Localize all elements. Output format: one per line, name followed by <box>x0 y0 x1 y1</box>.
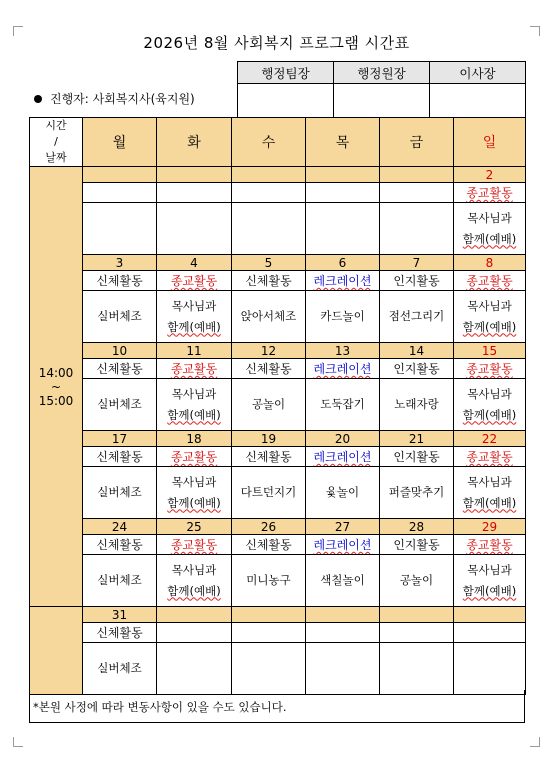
program-text: 함께(예배) <box>167 495 221 510</box>
program-text: 카드놀이 <box>320 309 365 323</box>
time-range-cell <box>30 167 83 607</box>
activity-cell-thu <box>306 359 380 379</box>
activity-cell-sun <box>454 359 526 379</box>
time-separator: ~ <box>50 379 62 394</box>
program-text: 미니농구 <box>246 573 291 587</box>
crop-mark-bottom-left <box>13 737 23 747</box>
activity-label: 신체활동 <box>245 274 292 288</box>
date-cell-mon: 31 <box>83 607 157 623</box>
presenter-line <box>34 90 195 107</box>
program-cell-fri <box>380 643 454 695</box>
program-cell-mon <box>83 643 157 695</box>
program-cell-wed <box>232 291 306 343</box>
program-text: 목사님과 <box>171 562 217 577</box>
program-cell-tue <box>157 291 232 343</box>
activity-cell-mon <box>83 623 157 643</box>
program-text: 공놀이 <box>251 397 286 411</box>
program-text: 목사님과 <box>171 298 217 313</box>
date-cell-sun <box>454 607 526 623</box>
program-cell-sun <box>454 643 526 695</box>
program-cell-sun <box>454 291 526 343</box>
activity-label: 신체활동 <box>96 362 143 376</box>
program-cell-mon <box>83 379 157 431</box>
program-cell-fri <box>380 379 454 431</box>
activity-label: 신체활동 <box>96 450 143 464</box>
activity-cell-sun <box>454 623 526 643</box>
day-header-thu: 목 <box>306 118 380 167</box>
date-cell-wed: 5 <box>232 255 306 271</box>
day-header-tue: 화 <box>157 118 232 167</box>
program-text: 목사님과 <box>171 386 217 401</box>
approval-table <box>237 61 526 118</box>
activity-label: 신체활동 <box>245 362 292 376</box>
activity-cell-sun <box>454 271 526 291</box>
date-cell-fri <box>380 607 454 623</box>
activity-cell-fri <box>380 535 454 555</box>
program-cell-thu <box>306 379 380 431</box>
date-cell-fri: 14 <box>380 343 454 359</box>
program-text: 점선그리기 <box>388 309 445 323</box>
date-cell-tue <box>157 607 232 623</box>
activity-cell-fri <box>380 271 454 291</box>
time-end: 15:00 <box>38 393 74 408</box>
date-cell-mon: 17 <box>83 431 157 447</box>
program-cell-wed <box>232 203 306 255</box>
program-cell-tue <box>157 643 232 695</box>
date-cell-thu: 20 <box>306 431 380 447</box>
crop-mark-bottom-right <box>530 737 540 747</box>
presenter-text: 진행자: 사회복지사(육지원) <box>50 92 195 106</box>
activity-cell-wed <box>232 447 306 467</box>
activity-cell-fri <box>380 447 454 467</box>
program-cell-wed <box>232 643 306 695</box>
program-cell-wed <box>232 467 306 519</box>
program-cell-tue <box>157 379 232 431</box>
program-cell-sun <box>454 203 526 255</box>
activity-cell-tue <box>157 271 232 291</box>
activity-label: 레크레이션 <box>313 538 372 552</box>
activity-cell-mon <box>83 535 157 555</box>
activity-label: 종교활동 <box>466 186 513 200</box>
activity-label: 신체활동 <box>96 626 143 640</box>
activity-cell-sun <box>454 535 526 555</box>
schedule-table <box>29 117 526 695</box>
activity-label: 종교활동 <box>466 450 513 464</box>
approval-label-chairman: 이사장 <box>430 62 526 84</box>
activity-label: 레크레이션 <box>313 450 372 464</box>
program-text: 노래자랑 <box>394 397 439 411</box>
signature-box-director[interactable] <box>334 84 430 118</box>
activity-cell-fri <box>380 359 454 379</box>
program-cell-tue <box>157 555 232 607</box>
program-text: 실버체조 <box>97 573 142 587</box>
program-text: 함께(예배) <box>462 407 517 422</box>
activity-cell-tue <box>157 535 232 555</box>
notice-text: *본원 사정에 따라 변동사항이 있을 수도 있습니다. <box>29 690 525 723</box>
activity-cell-tue <box>157 447 232 467</box>
program-cell-tue <box>157 203 232 255</box>
activity-cell-wed <box>232 359 306 379</box>
date-cell-thu: 6 <box>306 255 380 271</box>
date-cell-sun: 2 <box>454 167 526 183</box>
program-text: 목사님과 <box>171 474 217 489</box>
activity-cell-thu <box>306 623 380 643</box>
date-cell-wed: 19 <box>232 431 306 447</box>
program-cell-thu <box>306 555 380 607</box>
program-text: 목사님과 <box>467 386 512 401</box>
date-cell-tue <box>157 167 232 183</box>
activity-cell-fri <box>380 183 454 203</box>
program-text: 공놀이 <box>399 573 434 587</box>
program-text: 퍼즐맞추기 <box>388 485 445 499</box>
program-cell-tue <box>157 467 232 519</box>
activity-label: 종교활동 <box>466 362 513 376</box>
program-cell-mon <box>83 291 157 343</box>
program-cell-fri <box>380 203 454 255</box>
date-cell-tue: 18 <box>157 431 232 447</box>
activity-label: 인지활동 <box>393 274 440 288</box>
activity-cell-wed <box>232 623 306 643</box>
activity-cell-tue <box>157 623 232 643</box>
signature-box-team-lead[interactable] <box>238 84 334 118</box>
program-text: 윷놀이 <box>325 485 360 499</box>
program-cell-sun <box>454 555 526 607</box>
activity-label: 종교활동 <box>466 538 513 552</box>
program-cell-mon <box>83 467 157 519</box>
program-text: 함께(예배) <box>462 231 517 246</box>
date-cell-tue: 4 <box>157 255 232 271</box>
date-cell-wed: 26 <box>232 519 306 535</box>
program-cell-fri <box>380 555 454 607</box>
activity-label: 종교활동 <box>170 538 218 552</box>
program-text: 도둑잡기 <box>320 397 365 411</box>
document-title: 2026년 8월 사회복지 프로그램 시간표 <box>143 34 410 52</box>
activity-cell-mon <box>83 359 157 379</box>
activity-cell-mon <box>83 271 157 291</box>
date-cell-tue: 11 <box>157 343 232 359</box>
program-text: 목사님과 <box>467 210 512 225</box>
program-text: 앉아서체조 <box>240 309 297 323</box>
program-cell-fri <box>380 291 454 343</box>
program-text: 다트던지기 <box>240 485 297 499</box>
date-cell-mon: 10 <box>83 343 157 359</box>
program-cell-wed <box>232 555 306 607</box>
signature-box-chairman[interactable] <box>430 84 526 118</box>
time-date-header: 시간 / 날짜 <box>30 118 83 167</box>
activity-cell-mon <box>83 447 157 467</box>
date-cell-wed <box>232 167 306 183</box>
program-text: 실버체조 <box>97 485 142 499</box>
program-text: 목사님과 <box>467 298 512 313</box>
program-cell-thu <box>306 643 380 695</box>
program-cell-mon <box>83 203 157 255</box>
program-text: 함께(예배) <box>167 583 221 598</box>
date-cell-thu: 27 <box>306 519 380 535</box>
activity-label: 신체활동 <box>96 538 143 552</box>
day-header-sun: 일 <box>454 118 526 167</box>
program-text: 함께(예배) <box>167 319 221 334</box>
program-cell-sun <box>454 379 526 431</box>
approval-label-director: 행정원장 <box>334 62 430 84</box>
program-cell-sun <box>454 467 526 519</box>
program-text: 실버체조 <box>97 397 142 411</box>
date-cell-mon: 24 <box>83 519 157 535</box>
activity-label: 레크레이션 <box>313 362 372 376</box>
activity-cell-wed <box>232 183 306 203</box>
date-cell-sun: 29 <box>454 519 526 535</box>
date-cell-fri: 28 <box>380 519 454 535</box>
activity-label: 신체활동 <box>96 274 143 288</box>
activity-cell-fri <box>380 623 454 643</box>
date-cell-tue: 25 <box>157 519 232 535</box>
program-text: 함께(예배) <box>462 319 517 334</box>
activity-cell-sun <box>454 447 526 467</box>
date-cell-fri: 7 <box>380 255 454 271</box>
activity-label: 신체활동 <box>245 450 292 464</box>
program-cell-fri <box>380 467 454 519</box>
activity-cell-thu <box>306 447 380 467</box>
bullet-icon <box>34 95 42 103</box>
day-header-wed: 수 <box>232 118 306 167</box>
activity-cell-wed <box>232 535 306 555</box>
program-text: 색칠놀이 <box>320 573 365 587</box>
program-text: 실버체조 <box>97 309 142 323</box>
activity-label: 종교활동 <box>170 362 218 376</box>
date-cell-thu <box>306 167 380 183</box>
activity-label: 종교활동 <box>170 274 218 288</box>
date-cell-fri: 21 <box>380 431 454 447</box>
activity-cell-wed <box>232 271 306 291</box>
activity-label: 인지활동 <box>393 538 440 552</box>
activity-cell-thu <box>306 535 380 555</box>
date-cell-sun: 22 <box>454 431 526 447</box>
activity-cell-tue <box>157 183 232 203</box>
activity-label: 종교활동 <box>170 450 218 464</box>
program-cell-mon <box>83 555 157 607</box>
date-cell-wed <box>232 607 306 623</box>
activity-cell-tue <box>157 359 232 379</box>
program-text: 함께(예배) <box>167 407 221 422</box>
date-cell-mon <box>83 167 157 183</box>
approval-label-team-lead: 행정팀장 <box>238 62 334 84</box>
activity-cell-thu <box>306 271 380 291</box>
activity-label: 인지활동 <box>393 362 440 376</box>
date-cell-mon: 3 <box>83 255 157 271</box>
activity-label: 신체활동 <box>245 538 292 552</box>
date-cell-thu <box>306 607 380 623</box>
activity-label: 인지활동 <box>393 450 440 464</box>
date-cell-sun: 8 <box>454 255 526 271</box>
program-cell-thu <box>306 467 380 519</box>
activity-label: 종교활동 <box>466 274 513 288</box>
program-cell-wed <box>232 379 306 431</box>
date-cell-fri <box>380 167 454 183</box>
date-cell-thu: 13 <box>306 343 380 359</box>
date-cell-sun: 15 <box>454 343 526 359</box>
program-cell-thu <box>306 203 380 255</box>
program-text: 목사님과 <box>467 474 512 489</box>
activity-cell-mon <box>83 183 157 203</box>
date-cell-wed: 12 <box>232 343 306 359</box>
activity-cell-thu <box>306 183 380 203</box>
activity-cell-sun <box>454 183 526 203</box>
time-start: 14:00 <box>38 365 74 380</box>
program-text: 목사님과 <box>467 562 512 577</box>
program-text: 실버체조 <box>97 661 142 675</box>
activity-label: 레크레이션 <box>313 274 372 288</box>
day-header-mon: 월 <box>83 118 157 167</box>
program-text: 함께(예배) <box>462 583 517 598</box>
program-cell-thu <box>306 291 380 343</box>
program-text: 함께(예배) <box>462 495 517 510</box>
day-header-fri: 금 <box>380 118 454 167</box>
time-empty-cell <box>30 607 83 695</box>
